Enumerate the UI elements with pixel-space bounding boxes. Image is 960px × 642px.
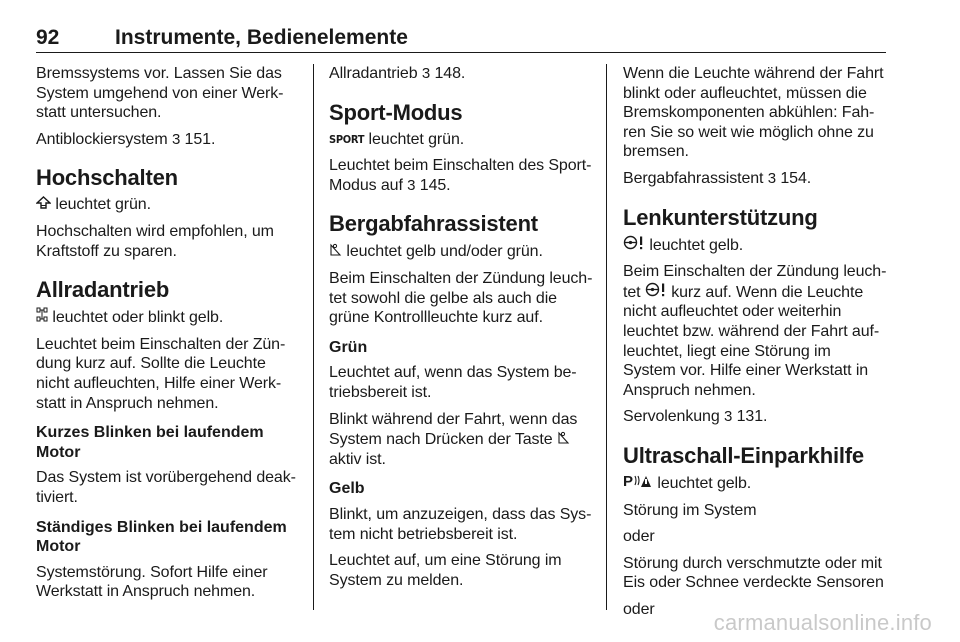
paragraph: oder (623, 528, 655, 546)
heading-allradantrieb: Allradantrieb (36, 277, 170, 303)
heading-lenkunterstuetzung: Lenkunterstützung (623, 204, 818, 230)
paragraph: Servolenkung 3 131. (623, 408, 768, 426)
paragraph: Allradantrieb 3 148. (329, 65, 466, 82)
heading-kurzes-blinken: Kurzes Blinken bei laufendem Motor (36, 424, 264, 461)
paragraph: Störung durch verschmutzte oder mit Eis oder Schnee verdeckte Sensoren (623, 554, 884, 592)
heading-sport-modus: Sport-Modus (329, 99, 463, 125)
paragraph: leuchtet gelb und/oder grün. (329, 241, 597, 262)
paragraph: P leuchtet gelb. (623, 472, 752, 492)
paragraph: oder (623, 600, 655, 618)
paragraph: Leuchtet auf, um eine Störung im System zu melden. (329, 552, 562, 589)
paragraph: Das System ist vorübergehend deak-tiviert. (36, 469, 296, 506)
paragraph: SPORT leuchtet grün. (329, 130, 465, 148)
heading-bergabfahrassistent: Bergabfahrassistent (329, 211, 538, 237)
paragraph: Leuchtet auf, wenn das System be-triebsbereit ist. (329, 364, 577, 401)
heading-hochschalten: Hochschalten (36, 165, 178, 191)
hill-descent-icon (557, 431, 570, 448)
page-header (36, 26, 886, 53)
watermark: carmanualsonline.info (713, 610, 932, 635)
paragraph: Leuchtet beim Einschalten des Sport-Modus auf 3 145. (329, 157, 592, 194)
reference-arrow-icon: 3 (171, 130, 181, 148)
paragraph: Beim Einschalten der Zündung leuch-tet kurz auf. Wenn die Leuchte nicht aufleuchtet oder weiterhin leuchtet bzw. während der Fahrt auf-leuchtet, liegt eine Störung im System vor. Hilfe einer Werkstatt in Anspruch nehmen. (623, 263, 887, 399)
page-title: Instrumente, Bedienelemente (115, 26, 408, 49)
column-3 (623, 64, 887, 618)
paragraph: Antiblockiersystem 3 151. (36, 130, 216, 148)
heading-gruen: Grün (329, 338, 368, 356)
heading-staendiges-blinken: Ständiges Blinken bei laufendem Motor (36, 518, 287, 556)
paragraph: leuchtet gelb. (623, 235, 887, 256)
paragraph: Störung im System (623, 501, 757, 519)
paragraph: Hochschalten wird empfohlen, um Kraftstoff zu sparen. (36, 222, 274, 260)
heading-gelb: Gelb (329, 480, 365, 498)
heading-ultraschall-einparkhilfe: Ultraschall-Einparkhilfe (623, 442, 864, 468)
column-2 (329, 64, 597, 610)
paragraph: Bremssystems vor. Lassen Sie das System umgehend von einer Werk-statt untersuchen. (36, 65, 284, 122)
reference-arrow-icon: 3 (407, 176, 416, 194)
paragraph: Wenn die Leuchte während der Fahrt blinkt oder aufleuchtet, müssen die Bremskomponenten abkühlen: Fah-ren Sie so weit wie möglich ohne zu bremsen. (623, 65, 884, 161)
paragraph: Leuchtet beim Einschalten der Zün-dung kurz auf. Sollte die Leuchte nicht aufleuchten, Hilfe einer Werk-statt in Anspruch nehmen. (36, 335, 286, 412)
paragraph: Systemstörung. Sofort Hilfe einer Werkstatt in Anspruch nehmen. (36, 563, 268, 601)
paragraph: Bergabfahrassistent 3 154. (623, 169, 812, 187)
reference-arrow-icon: 3 (724, 408, 733, 426)
column-divider (313, 64, 314, 610)
page-number: 92 (36, 26, 60, 49)
paragraph: leuchtet oder blinkt gelb. (36, 307, 298, 328)
column-divider (606, 64, 607, 610)
paragraph: Blinkt, um anzuzeigen, dass das Sys-tem nicht betriebsbereit ist. (329, 505, 592, 543)
upshift-arrow-icon (36, 196, 51, 213)
sport-mode-icon: SPORT (329, 132, 365, 146)
svg-text:P: P (623, 472, 633, 488)
reference-arrow-icon: 3 (421, 65, 431, 82)
hill-descent-icon (329, 243, 342, 260)
steering-warning-icon (645, 284, 667, 301)
paragraph: Blinkt während der Fahrt, wenn das System nach Drücken der Taste aktiv ist. (329, 410, 578, 468)
reference-arrow-icon: 3 (767, 169, 777, 187)
awd-icon (36, 309, 48, 326)
column-1 (36, 64, 298, 610)
paragraph: Beim Einschalten der Zündung leuch-tet sowohl die gelbe als auch die grüne Kontrollleuchte kurz auf. (329, 269, 593, 327)
paragraph: leuchtet grün. (36, 195, 298, 215)
parking-assist-icon (623, 472, 653, 492)
steering-warning-icon (623, 237, 645, 254)
